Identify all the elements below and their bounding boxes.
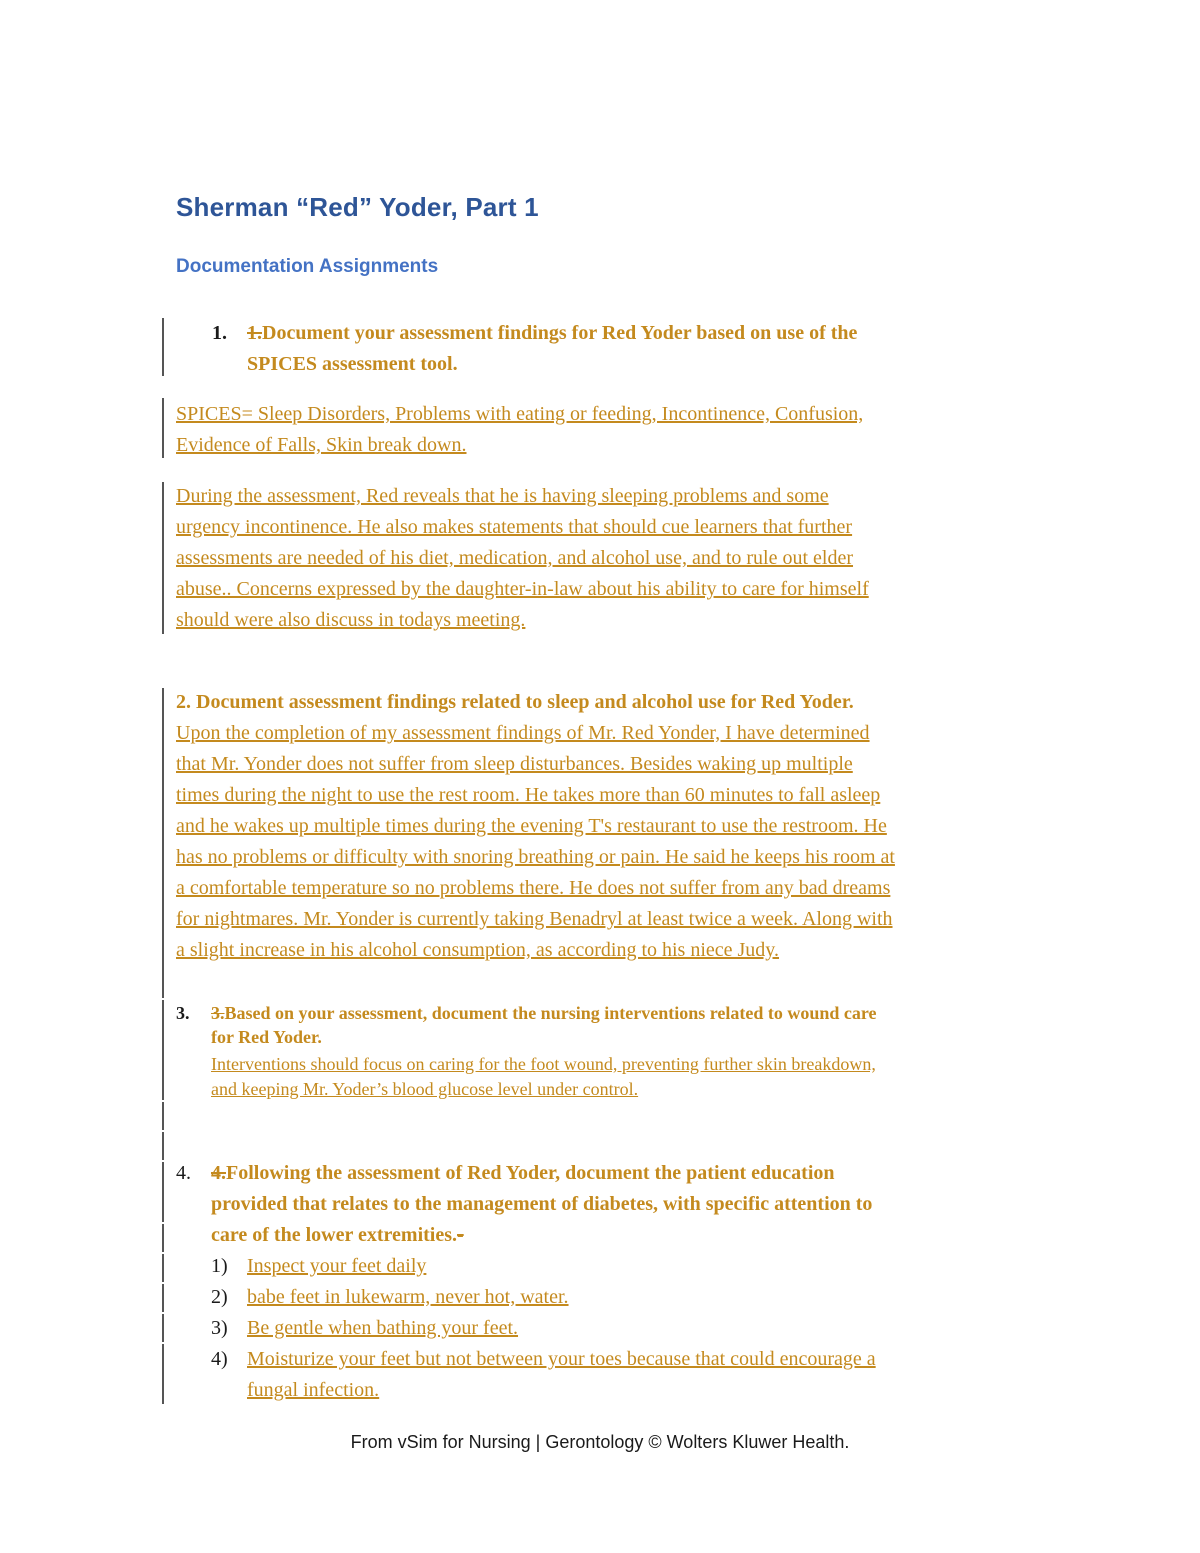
- question-3-number: 3.: [176, 1003, 190, 1023]
- question-3: 3.Based on your assessment, document the nursing interventions related to wound care for Red Yoder.: [211, 1003, 877, 1047]
- question-2-answer: Upon the completion of my assessment findings of Mr. Red Yonder, I have determined that Mr. Yonder does not suffer from sleep disturbances. Besides waking up multiple times during the night to use the rest room. He takes more than 60 minutes to fall asleep and he wakes up multiple times during the evening T's restaurant to use the restroom. He has no problems or difficulty with snoring breathing or pain. He said he keeps his room at a comfortable temperature so no problems there. He does not suffer from any bad dreams for nightmares. Mr. Yonder is currently taking Benadryl at least twice a week. Along with a slight increase in his alcohol consumption, as according to his niece Judy.: [176, 722, 895, 961]
- question-2: 2. Document assessment findings related to sleep and alcohol use for Red Yoder.: [176, 691, 854, 713]
- question-1-line-1: Document your assessment findings for Red Yoder based on use of the: [262, 322, 858, 344]
- deleted-number: 1.: [247, 322, 262, 344]
- question-1-number: 1.: [212, 322, 227, 344]
- question-1-line-2: SPICES assessment tool.: [247, 353, 458, 375]
- section-heading: Documentation Assignments: [176, 256, 439, 277]
- question-4: 4.Following the assessment of Red Yoder, document the patient education provided that relates to the management of diabetes, with specific attention to care of the lower extremities.-: [211, 1162, 873, 1246]
- change-bar: [162, 1284, 164, 1312]
- assessment-paragraph: During the assessment, Red reveals that he is having sleeping problems and some urgency incontinence. He also makes statements that should cue learners that further assessments are needed of his diet, medication, and alcohol use, and to rule out elder abuse.. Concerns expressed by the daughter-in-law about his ability to care for himself should were also discuss in todays meeting.: [176, 485, 869, 631]
- list-item: 2) babe feet in lukewarm, never hot, water.: [211, 1286, 569, 1308]
- change-bar: [162, 318, 164, 376]
- change-bar: [162, 1000, 164, 1100]
- change-bar: [162, 1224, 164, 1252]
- question-1: [247, 318, 1047, 380]
- deleted-number: 4.: [211, 1162, 226, 1184]
- list-item: 4) Moisturize your feet but not between your toes because that could encourage a fungal infection.: [211, 1348, 876, 1401]
- spices-definition: SPICES= Sleep Disorders, Problems with eating or feeding, Incontinence, Confusion, Evidence of Falls, Skin break down.: [176, 403, 864, 456]
- change-bar: [162, 1314, 164, 1342]
- change-bar: [162, 482, 164, 634]
- list-item: 1) Inspect your feet daily: [211, 1255, 427, 1277]
- change-bar: [162, 1102, 164, 1130]
- deleted-number: 3.: [211, 1003, 225, 1023]
- change-bar: [162, 1132, 164, 1160]
- list-item: 3) Be gentle when bathing your feet.: [211, 1317, 519, 1339]
- page-footer: From vSim for Nursing | Gerontology © Wolters Kluwer Health.: [350, 1432, 850, 1452]
- change-bar: [162, 1254, 164, 1282]
- question-3-answer: Interventions should focus on caring for the foot wound, preventing further skin breakdown, and keeping Mr. Yoder’s blood glucose level under control.: [211, 1054, 876, 1099]
- change-bar: [162, 398, 164, 458]
- change-bar: [162, 1344, 164, 1404]
- change-bar: [162, 1162, 164, 1222]
- question-4-number: 4.: [176, 1162, 191, 1184]
- document-title: Sherman “Red” Yoder, Part 1: [176, 192, 539, 222]
- education-list: [211, 1251, 1081, 1406]
- change-bar: [162, 688, 164, 998]
